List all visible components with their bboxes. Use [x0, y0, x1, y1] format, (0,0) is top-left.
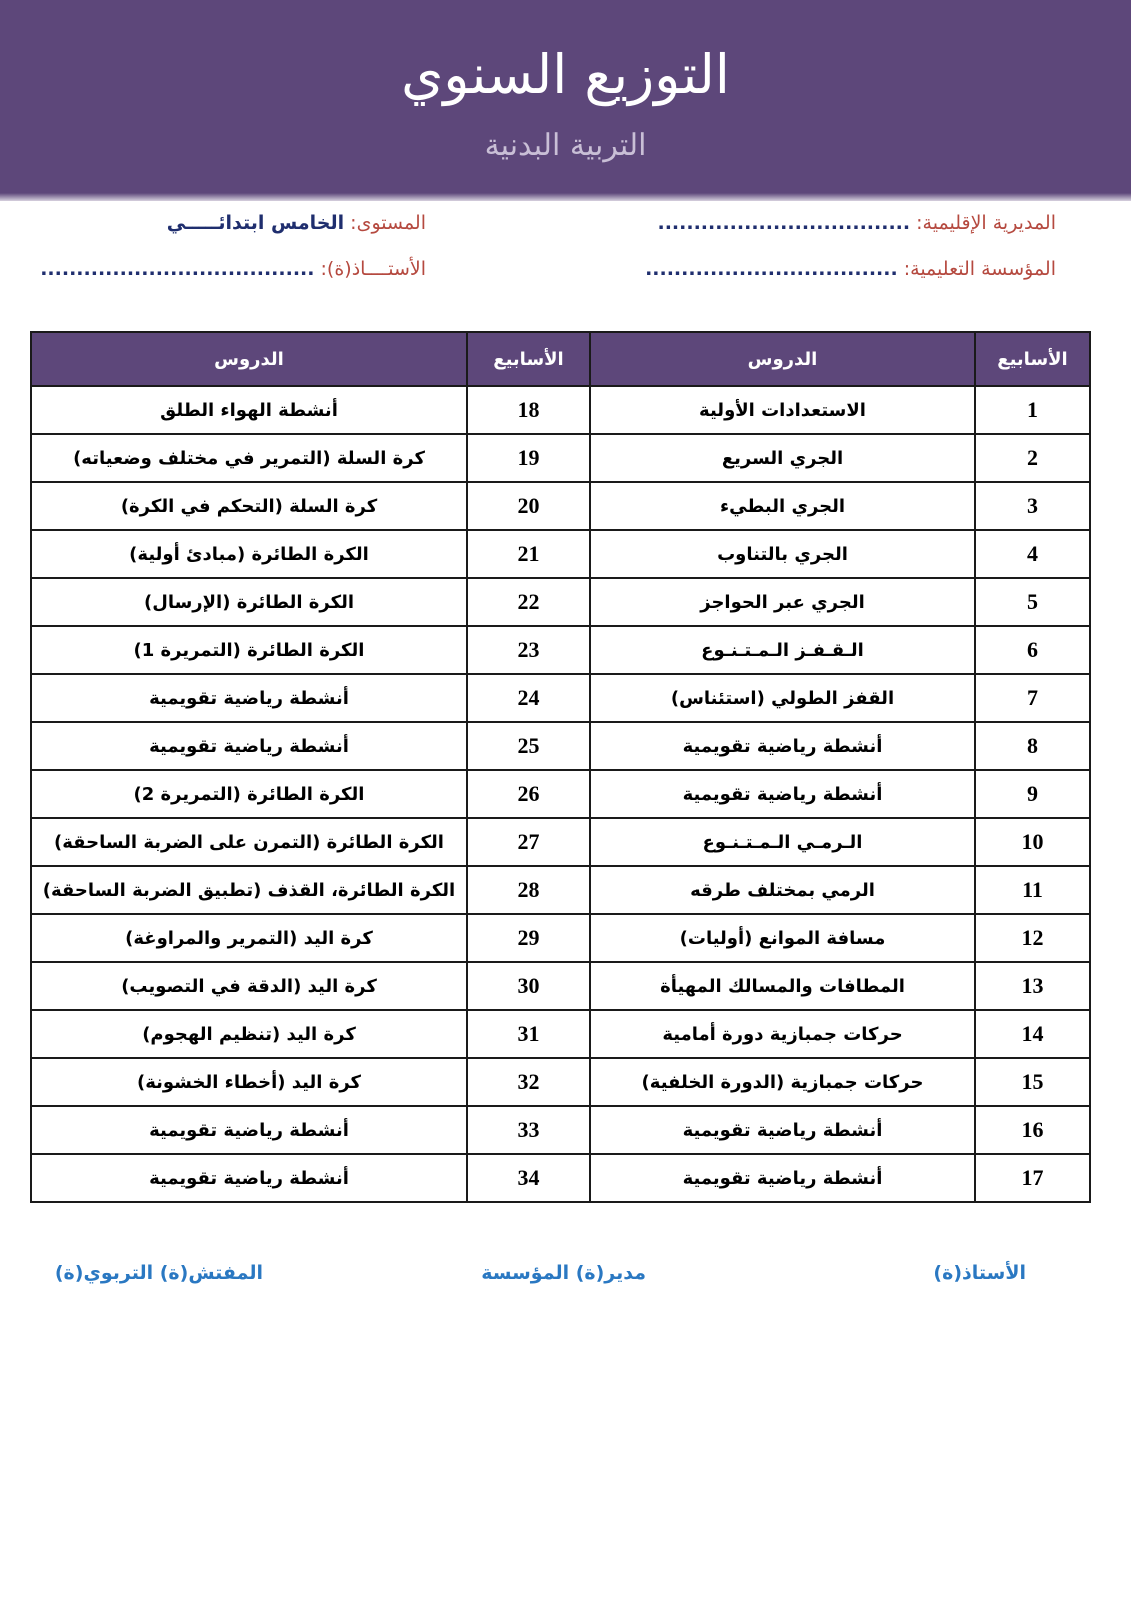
lesson-cell: كرة السلة (التحكم في الكرة) — [31, 482, 467, 530]
week-cell: 26 — [467, 770, 590, 818]
week-cell: 3 — [975, 482, 1090, 530]
header-lessons-2: الدروس — [31, 332, 467, 386]
table-row — [31, 530, 1090, 578]
lesson-cell: أنشطة رياضية تقويمية — [31, 722, 467, 770]
directorate-line — [657, 208, 1056, 238]
week-cell: 7 — [975, 674, 1090, 722]
week-cell: 17 — [975, 1154, 1090, 1202]
lesson-cell: أنشطة رياضية تقويمية — [31, 1106, 467, 1154]
directorate-value: ................................... — [657, 212, 911, 234]
lesson-cell: الكرة الطائرة (التمرن على الضربة الساحقة) — [31, 818, 467, 866]
lesson-cell: حركات جمبازية دورة أمامية — [590, 1010, 975, 1058]
week-cell: 11 — [975, 866, 1090, 914]
page-subtitle: التربية البدنية — [484, 128, 647, 163]
week-cell: 31 — [467, 1010, 590, 1058]
week-cell: 23 — [467, 626, 590, 674]
lesson-cell: الجري بالتناوب — [590, 530, 975, 578]
table-body — [31, 386, 1090, 1202]
week-cell: 9 — [975, 770, 1090, 818]
level-line — [167, 208, 426, 238]
lesson-cell: أنشطة رياضية تقويمية — [31, 674, 467, 722]
lesson-cell: مسافة الموانع (أوليات) — [590, 914, 975, 962]
week-cell: 32 — [467, 1058, 590, 1106]
table-row — [31, 1154, 1090, 1202]
table-row — [31, 962, 1090, 1010]
lesson-cell: كرة اليد (أخطاء الخشونة) — [31, 1058, 467, 1106]
lesson-cell: أنشطة رياضية تقويمية — [590, 1154, 975, 1202]
week-cell: 13 — [975, 962, 1090, 1010]
week-cell: 34 — [467, 1154, 590, 1202]
week-cell: 14 — [975, 1010, 1090, 1058]
signature-teacher: الأستاذ(ة) — [933, 1262, 1026, 1284]
lesson-cell: كرة اليد (تنظيم الهجوم) — [31, 1010, 467, 1058]
table-row — [31, 434, 1090, 482]
week-cell: 30 — [467, 962, 590, 1010]
table-row — [31, 626, 1090, 674]
table-row — [31, 1010, 1090, 1058]
lesson-cell: الكرة الطائرة (التمريرة 1) — [31, 626, 467, 674]
table-row — [31, 914, 1090, 962]
lesson-cell: الكرة الطائرة (مبادئ أولية) — [31, 530, 467, 578]
table-row — [31, 674, 1090, 722]
table-row — [31, 1058, 1090, 1106]
week-cell: 1 — [975, 386, 1090, 434]
lesson-cell: أنشطة الهواء الطلق — [31, 386, 467, 434]
week-cell: 22 — [467, 578, 590, 626]
institution-label: المؤسسة التعليمية: — [903, 258, 1056, 280]
lesson-cell: أنشطة رياضية تقويمية — [590, 1106, 975, 1154]
level-value: الخامس ابتدائـــــي — [166, 212, 345, 234]
lesson-cell: أنشطة رياضية تقويمية — [590, 770, 975, 818]
lesson-cell: كرة اليد (الدقة في التصويب) — [31, 962, 467, 1010]
signature-director: مدير(ة) المؤسسة — [481, 1262, 646, 1284]
level-label: المستوى: — [350, 212, 426, 234]
institution-line — [645, 254, 1056, 284]
week-cell: 20 — [467, 482, 590, 530]
lesson-cell: أنشطة رياضية تقويمية — [31, 1154, 467, 1202]
lesson-cell: الجري عبر الحواجز — [590, 578, 975, 626]
signature-inspector: المفتش(ة) التربوي(ة) — [54, 1262, 263, 1284]
week-cell: 19 — [467, 434, 590, 482]
lesson-cell: الرمي بمختلف طرقه — [590, 866, 975, 914]
directorate-label: المديرية الإقليمية: — [916, 212, 1056, 234]
lesson-cell: القفز الطولي (استئناس) — [590, 674, 975, 722]
lesson-cell: الـقـفـز الـمـتـنـوع — [590, 626, 975, 674]
week-cell: 28 — [467, 866, 590, 914]
lesson-cell: كرة اليد (التمرير والمراوغة) — [31, 914, 467, 962]
week-cell: 21 — [467, 530, 590, 578]
header-lessons-1: الدروس — [590, 332, 975, 386]
lesson-cell: الـرمـي الـمـتـنـوع — [590, 818, 975, 866]
week-cell: 15 — [975, 1058, 1090, 1106]
table-row — [31, 578, 1090, 626]
table-row — [31, 866, 1090, 914]
week-cell: 8 — [975, 722, 1090, 770]
week-cell: 18 — [467, 386, 590, 434]
week-cell: 6 — [975, 626, 1090, 674]
lesson-cell: الجري البطيء — [590, 482, 975, 530]
teacher-label: الأستــــاذ(ة): — [320, 258, 426, 280]
lesson-cell: كرة السلة (التمرير في مختلف وضعياته) — [31, 434, 467, 482]
week-cell: 33 — [467, 1106, 590, 1154]
header-weeks-2: الأسابيع — [467, 332, 590, 386]
distribution-table — [30, 331, 1091, 1203]
table-row — [31, 770, 1090, 818]
lesson-cell: أنشطة رياضية تقويمية — [590, 722, 975, 770]
week-cell: 29 — [467, 914, 590, 962]
week-cell: 2 — [975, 434, 1090, 482]
lesson-cell: الكرة الطائرة (التمريرة 2) — [31, 770, 467, 818]
table-row — [31, 818, 1090, 866]
page-title: التوزيع السنوي — [401, 43, 730, 106]
teacher-line — [40, 254, 426, 284]
teacher-value: ...................................... — [40, 258, 315, 280]
week-cell: 27 — [467, 818, 590, 866]
lesson-cell: المطافات والمسالك المهيأة — [590, 962, 975, 1010]
week-cell: 25 — [467, 722, 590, 770]
table-row — [31, 482, 1090, 530]
lesson-cell: الاستعدادات الأولية — [590, 386, 975, 434]
week-cell: 12 — [975, 914, 1090, 962]
week-cell: 5 — [975, 578, 1090, 626]
table-row — [31, 722, 1090, 770]
week-cell: 4 — [975, 530, 1090, 578]
lesson-cell: الكرة الطائرة (الإرسال) — [31, 578, 467, 626]
table-header-row — [31, 332, 1090, 386]
week-cell: 24 — [467, 674, 590, 722]
lesson-cell: حركات جمبازية (الدورة الخلفية) — [590, 1058, 975, 1106]
institution-value: ................................... — [645, 258, 898, 280]
week-cell: 10 — [975, 818, 1090, 866]
table-row — [31, 386, 1090, 434]
header-weeks-1: الأسابيع — [975, 332, 1090, 386]
table-row — [31, 1106, 1090, 1154]
lesson-cell: الجري السريع — [590, 434, 975, 482]
lesson-cell: الكرة الطائرة، القذف (تطبيق الضربة الساحقة) — [31, 866, 467, 914]
week-cell: 16 — [975, 1106, 1090, 1154]
